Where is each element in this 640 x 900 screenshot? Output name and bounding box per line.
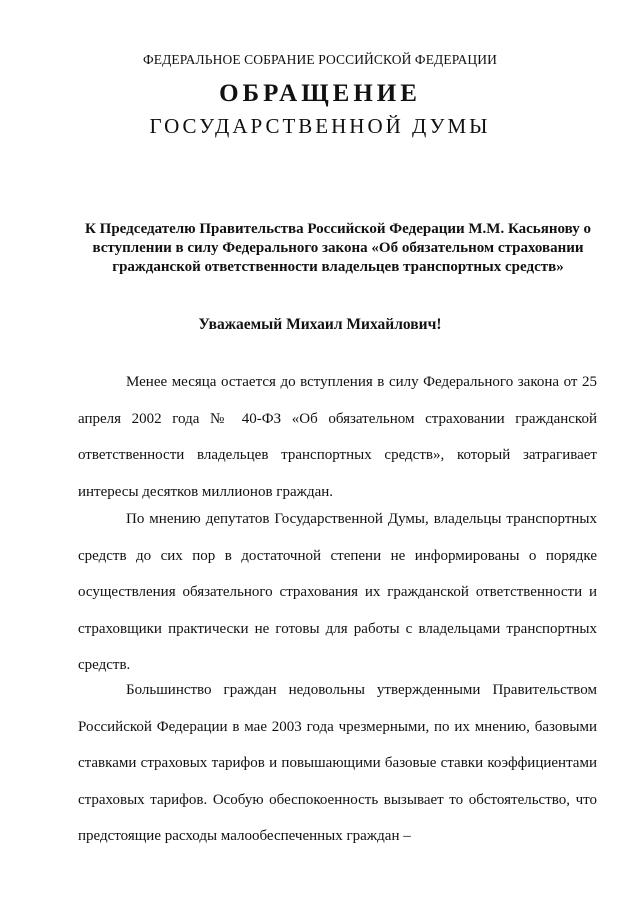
document-subtitle: ГОСУДАРСТВЕННОЙ ДУМЫ — [149, 114, 491, 138]
body-paragraph-2: По мнению депутатов Государственной Думы, владельцы транспортных средств до сих пор в достаточной степени не информированы о порядке осуществления обязательного страхования их гражданской ответственности и страховщики практически не готовы для работы с владельцами транспортных средств. — [78, 511, 597, 673]
salutation: Уважаемый Михаил Михайлович! — [198, 316, 442, 333]
document-title: ОБРАЩЕНИЕ — [219, 80, 421, 107]
body-paragraph-3: Большинство граждан недовольны утвержденными Правительством Российской Федерации в мае 2003 года чрезмерными, по их мнению, базовыми ставками страховых тарифов и повышающими базовые ставки коэффициентами страховых тарифов. Особую обеспокоенность вызывает то обстоятельство, что предстоящие расходы малообеспеченных граждан – — [78, 682, 597, 844]
body-paragraph-1: Менее месяца остается до вступления в силу Федерального закона от 25 апреля 2002 года № 40-ФЗ «Об обязательном страховании гражданской ответственности владельцев транспортных средств», который затрагивает интересы десятков миллионов граждан. — [78, 374, 597, 500]
federal-assembly-header: ФЕДЕРАЛЬНОЕ СОБРАНИЕ РОССИЙСКОЙ ФЕДЕРАЦИИ — [143, 52, 497, 67]
appeal-subject: К Председателю Правительства Российской Федерации М.М. Касьянову о вступлении в силу Федерального закона «Об обязательном страховании гражданской ответственности владельцев транспортных средств» — [85, 221, 591, 275]
